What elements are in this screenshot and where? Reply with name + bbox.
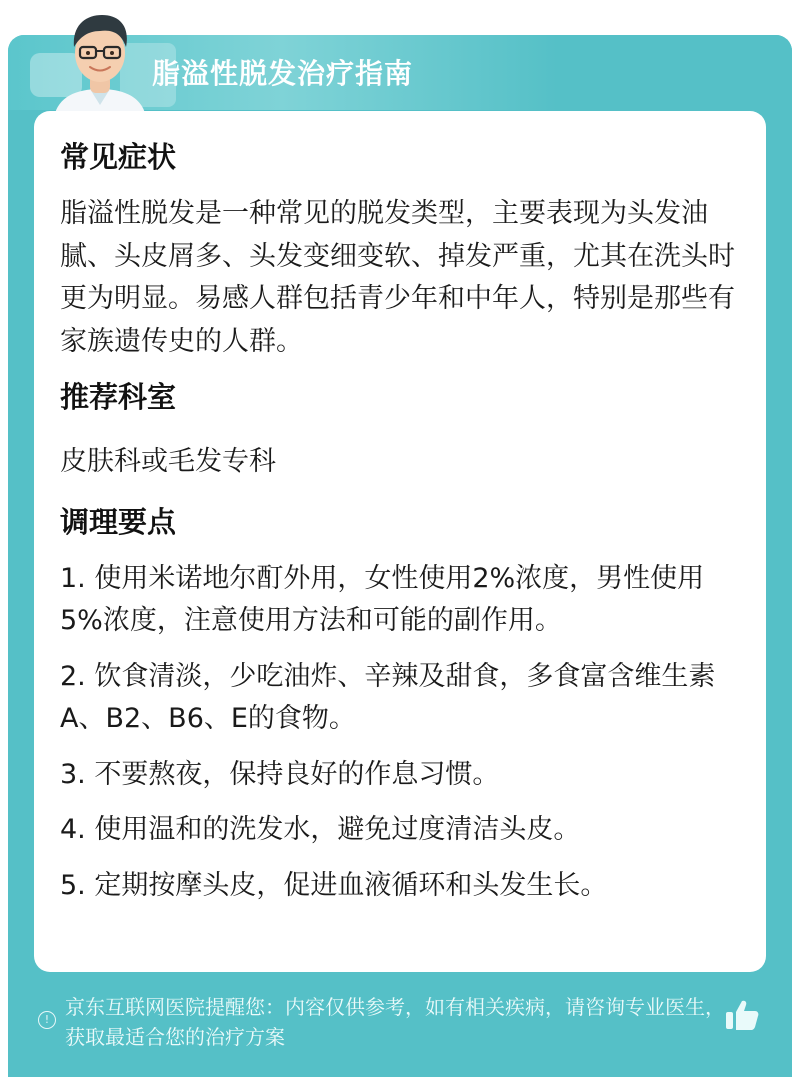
disclaimer-text: 京东互联网医院提醒您：内容仅供参考，如有相关疾病，请咨询专业医生，获取最适合您的治疗方案: [65, 995, 725, 1049]
care-item: 1. 使用米诺地尔酊外用，女性使用2%浓度，男性使用5%浓度，注意使用方法和可能的副作用。: [60, 562, 705, 636]
care-list: [60, 558, 746, 908]
care-item: 2. 饮食清淡，少吃油炸、辛辣及甜食，多食富含维生素A、B2、B6、E的食物。: [60, 660, 716, 734]
care-item: 5. 定期按摩头皮，促进血液循环和头发生长。: [60, 869, 608, 901]
section-title-care: 调理要点: [60, 504, 177, 539]
page-title: 脂溢性脱发治疗指南: [152, 57, 414, 90]
footer-disclaimer: [38, 992, 728, 1052]
symptoms-text: 脂溢性脱发是一种常见的脱发类型，主要表现为头发油腻、头皮屑多、头发变细变软、掉发严重，尤其在洗头时更为明显。易感人群包括青少年和中年人，特别是那些有家族遗传史的人群。: [60, 198, 735, 357]
section-title-symptoms: 常见症状: [60, 140, 177, 174]
thumbs-up-icon[interactable]: [724, 998, 760, 1032]
department-text: 皮肤科或毛发专科: [60, 446, 276, 477]
care-item: 4. 使用温和的洗发水，避免过度清洁头皮。: [60, 814, 581, 845]
content-body: [60, 135, 746, 920]
doctor-avatar-icon: [40, 5, 160, 117]
info-circle-icon: !: [38, 1011, 56, 1029]
section-title-department: 推荐科室: [60, 380, 177, 414]
care-item: 3. 不要熬夜，保持良好的作息习惯。: [60, 758, 500, 790]
content-card: [34, 111, 766, 972]
